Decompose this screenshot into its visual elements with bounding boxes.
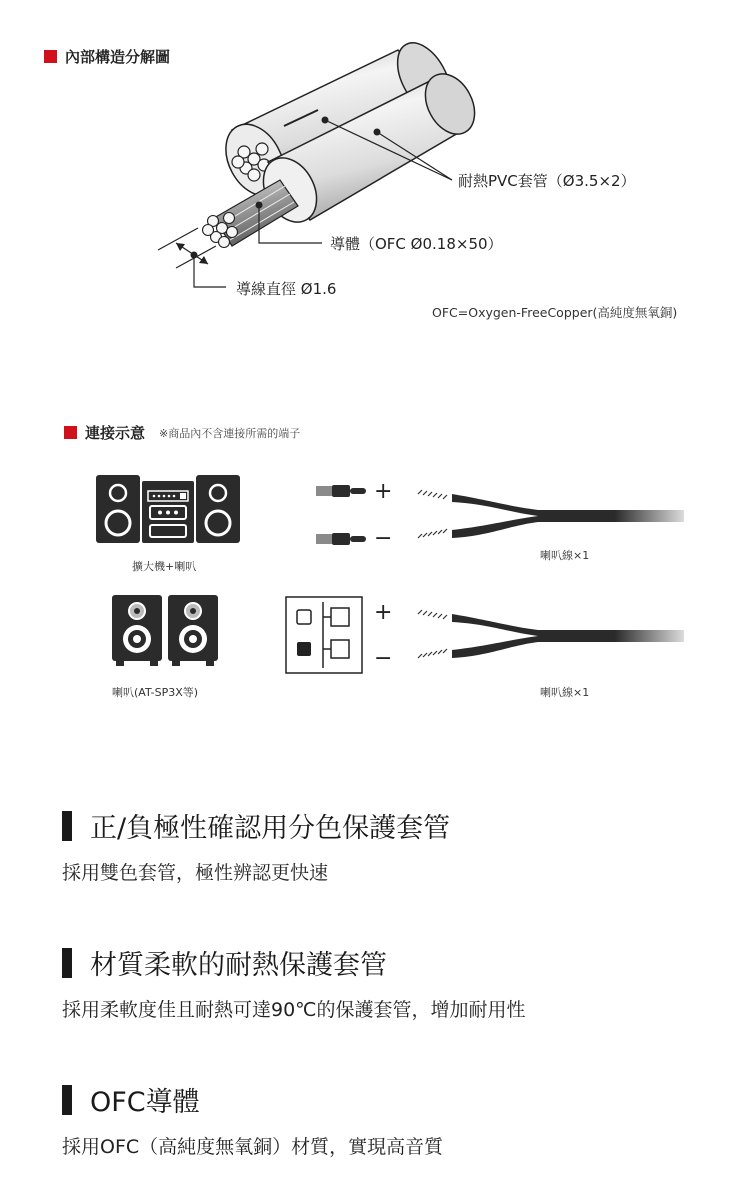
connection-title-text: 連接示意 [85, 424, 146, 442]
row1-cable-label: 喇叭線×1 [540, 549, 590, 562]
feature-3-title [62, 1080, 200, 1119]
feature-1-title [62, 806, 450, 845]
feature-2-title [62, 943, 387, 982]
diameter-label: 導線直徑 Ø1.6 [236, 280, 337, 298]
row1-device-label: 擴大機+喇叭 [132, 560, 197, 573]
feature-3-desc: 採用OFC（高純度無氧銅）材質，實現高音質 [62, 1136, 444, 1158]
feature-1-desc: 採用雙色套管，極性辨認更快速 [62, 862, 329, 884]
red-square-icon [64, 426, 77, 439]
bookshelf-speakers-icon [112, 595, 218, 667]
feature-3-bar [62, 1085, 72, 1115]
row2-device-label: 喇叭(AT-SP3X等) [112, 686, 199, 699]
ofc-note: OFC=Oxygen-FreeCopper(高純度無氧銅) [432, 305, 678, 320]
sheath-label: 耐熱PVC套管（Ø3.5×2） [458, 172, 636, 190]
row2-cable-label: 喇叭線×1 [540, 686, 590, 699]
row2-minus-sign: − [374, 646, 393, 671]
feature-3-title-text: OFC導體 [90, 1087, 200, 1118]
row1-minus-sign: − [374, 526, 393, 551]
row1-speaker-cable [418, 486, 684, 546]
feature-2-title-text: 材質柔軟的耐熱保護套管 [90, 950, 387, 981]
feature-1-bar [62, 811, 72, 841]
cable-structure-illustration [0, 0, 750, 340]
row1-plus-sign: + [374, 479, 393, 504]
feature-2-bar [62, 948, 72, 978]
connection-note: ※商品內不含連接所需的端子 [159, 426, 301, 440]
row1-pin-terminals [316, 484, 368, 546]
structure-title-text: 內部構造分解圖 [65, 48, 171, 66]
row2-plus-sign: + [374, 600, 393, 625]
connection-section-title [64, 422, 300, 443]
stereo-system-icon [96, 473, 240, 545]
feature-2-desc: 採用柔軟度佳且耐熱可達90℃的保護套管，增加耐用性 [62, 999, 526, 1021]
feature-1-title-text: 正/負極性確認用分色保護套管 [90, 813, 451, 844]
conductor-label: 導體（OFC Ø0.18×50） [330, 235, 503, 253]
spring-terminal-icon [285, 596, 365, 676]
row2-speaker-cable [418, 606, 684, 666]
